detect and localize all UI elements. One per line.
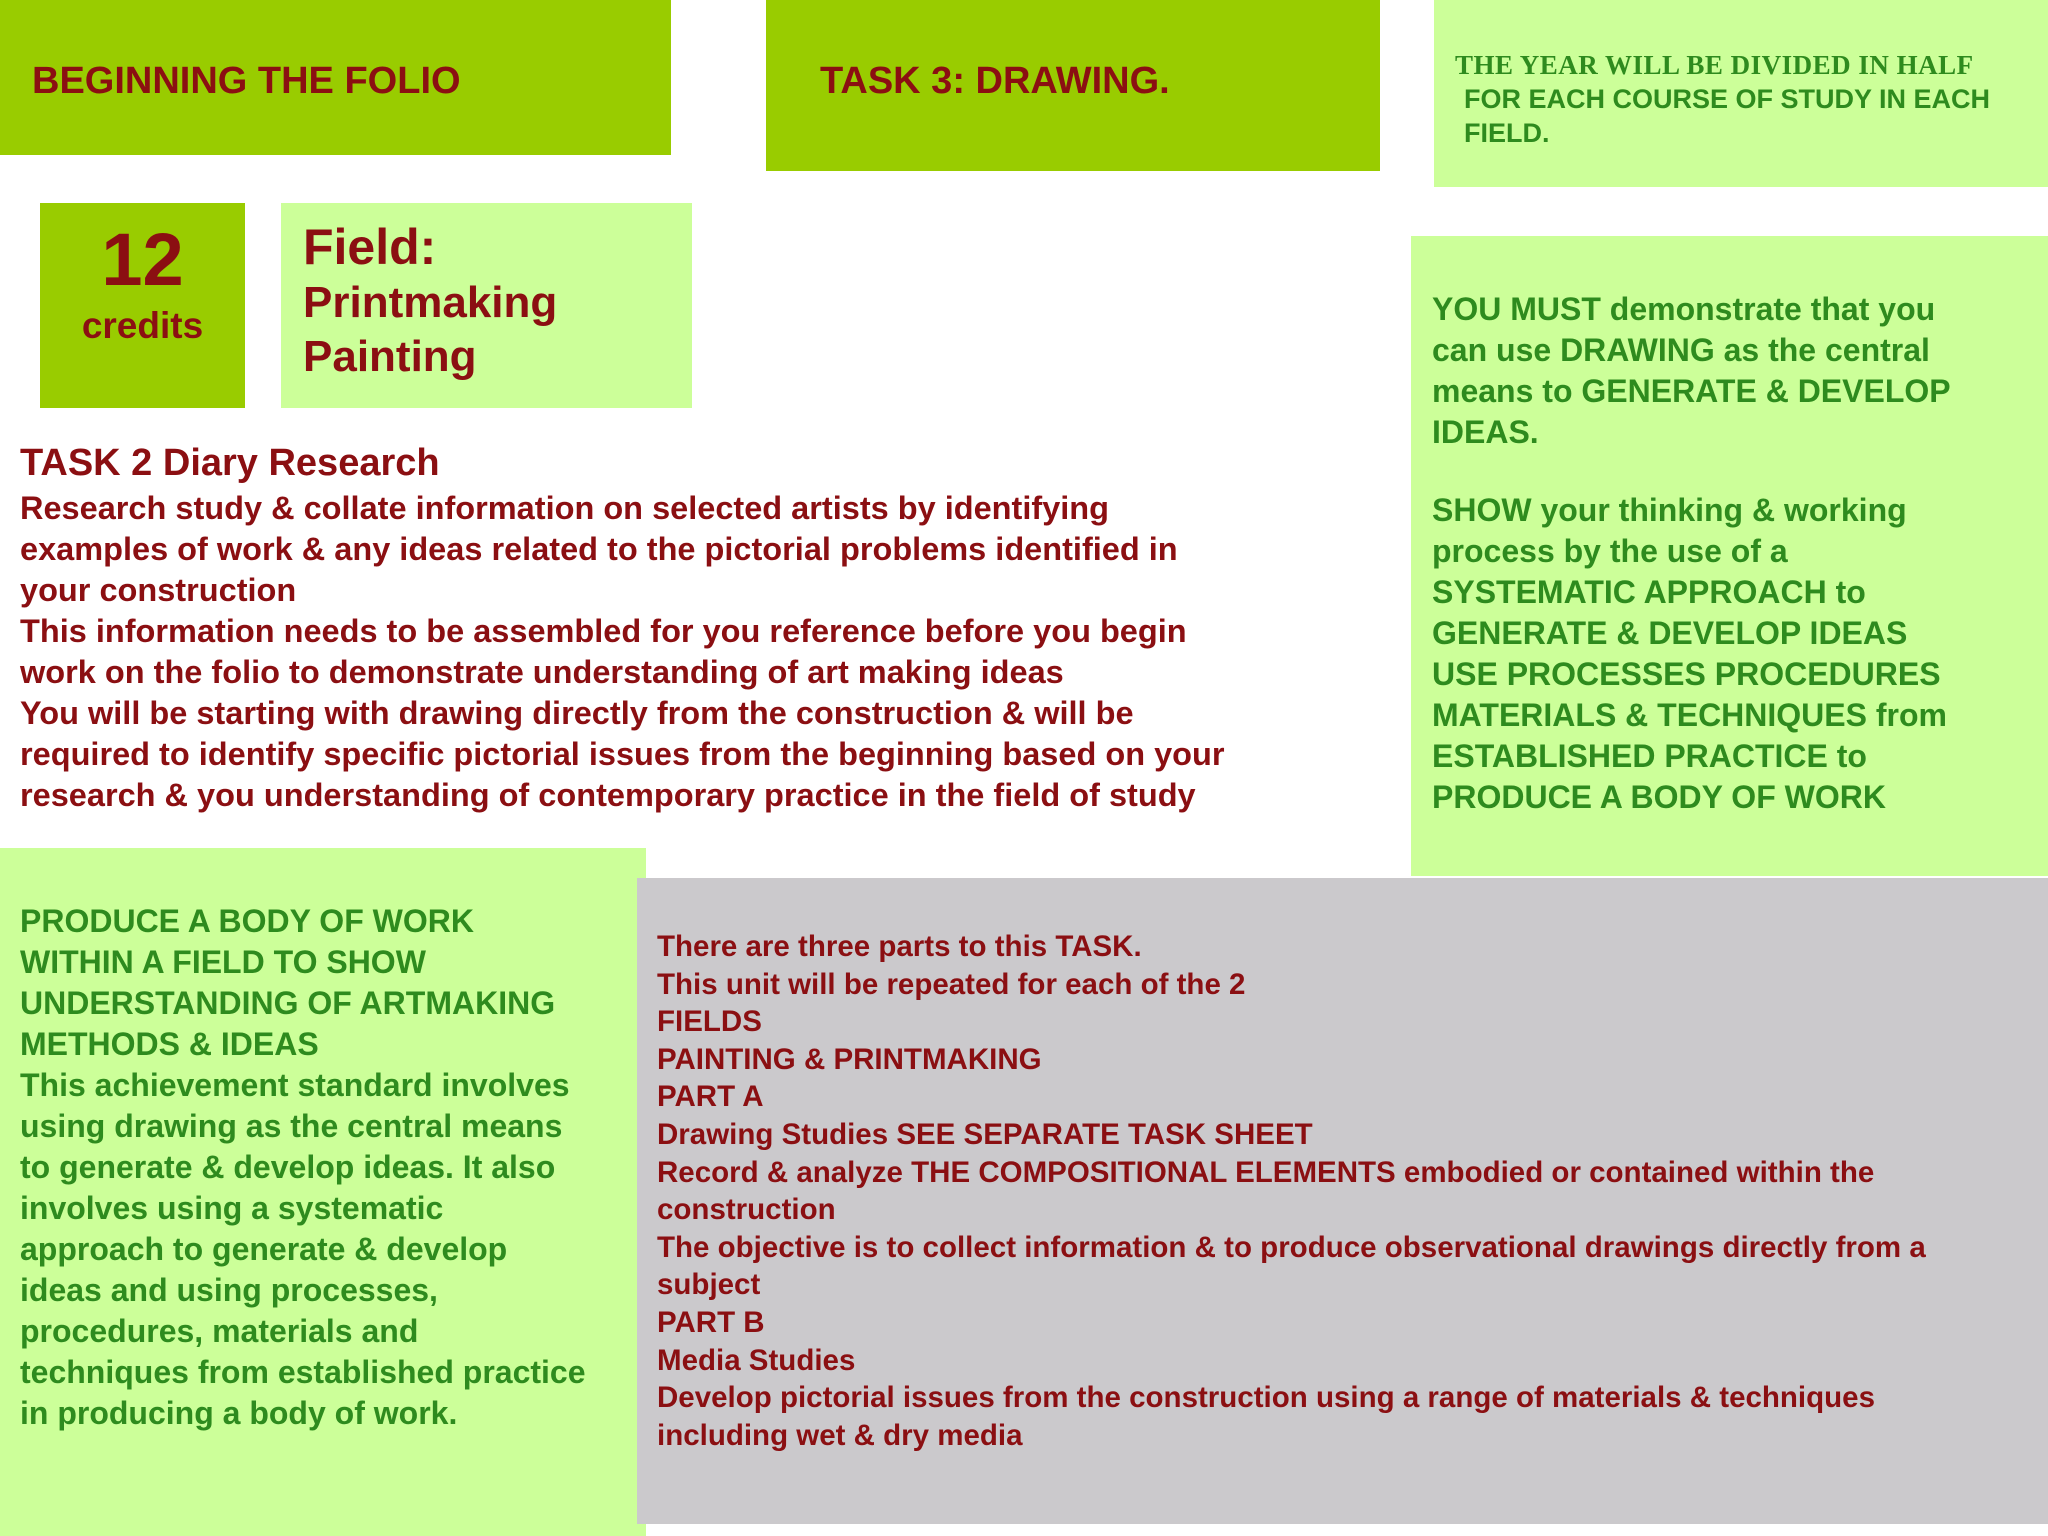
requirements-line: SHOW your thinking & working [1432, 492, 1907, 528]
parts-line: Drawing Studies SEE SEPARATE TASK SHEET [657, 1117, 1313, 1151]
parts-line: Develop pictorial issues from the construction using a range of materials & techniques [657, 1381, 1875, 1415]
parts-line: Media Studies [657, 1343, 856, 1377]
standard-line: ideas and using processes, [20, 1272, 438, 1308]
requirements-line: means to GENERATE & DEVELOP [1432, 373, 1951, 409]
requirements-paragraph-1 [1432, 289, 1951, 453]
achievement-standard-text [20, 901, 586, 1434]
parts-line: PAINTING & PRINTMAKING [657, 1042, 1042, 1076]
parts-line: There are three parts to this TASK. [657, 930, 1142, 963]
parts-line: PART A [657, 1080, 764, 1114]
page-title: BEGINNING THE FOLIO [32, 60, 461, 102]
parts-line: FIELDS [657, 1005, 762, 1039]
parts-line: subject [657, 1268, 761, 1302]
standard-line: approach to generate & develop [20, 1231, 508, 1267]
standard-line: WITHIN A FIELD TO SHOW [20, 944, 426, 980]
requirements-line: USE PROCESSES PROCEDURES [1432, 656, 1941, 692]
requirements-line: SYSTEMATIC APPROACH to [1432, 574, 1866, 610]
parts-line: including wet & dry media [657, 1418, 1023, 1452]
standard-line: in producing a body of work. [20, 1395, 458, 1431]
standard-line: METHODS & IDEAS [20, 1026, 319, 1062]
year-note [1455, 48, 1990, 150]
field-item-printmaking: Printmaking [303, 278, 558, 327]
parts-line: This unit will be repeated for each of the 2 [657, 967, 1246, 1001]
task-title: TASK 3: DRAWING. [820, 60, 1170, 102]
year-note-line: FIELD. [1464, 118, 1550, 148]
diary-line: Research study & collate information on selected artists by identifying [20, 490, 1110, 526]
diary-body [20, 488, 1225, 816]
standard-line: PRODUCE A BODY OF WORK [20, 903, 474, 939]
credits-label: credits [81, 305, 204, 346]
parts-line: PART B [657, 1305, 765, 1339]
standard-line: to generate & develop ideas. It also [20, 1149, 556, 1185]
year-note-line: THE YEAR WILL BE DIVIDED IN HALF [1455, 50, 1974, 80]
diary-line: You will be starting with drawing directly from the construction & will be [20, 695, 1134, 731]
standard-line: UNDERSTANDING OF ARTMAKING [20, 985, 556, 1021]
diary-line: This information needs to be assembled for you reference before you begin [20, 613, 1187, 649]
parts-line: construction [657, 1193, 836, 1227]
diary-heading: TASK 2 Diary Research [20, 442, 440, 484]
year-note-line: FOR EACH COURSE OF STUDY IN EACH [1464, 84, 1991, 114]
field-item-painting: Painting [303, 332, 477, 381]
standard-line: procedures, materials and [20, 1313, 419, 1349]
task-parts-text [657, 928, 1926, 1454]
field-heading: Field: [303, 219, 437, 275]
requirements-line: YOU MUST demonstrate that you [1432, 291, 1936, 327]
requirements-line: PRODUCE A BODY OF WORK [1432, 779, 1886, 815]
standard-line: techniques from established practice [20, 1354, 586, 1390]
parts-line: Record & analyze THE COMPOSITIONAL ELEMENTS embodied or contained within the [657, 1155, 1875, 1189]
parts-line: The objective is to collect information & to produce observational drawings directly from a [657, 1230, 1926, 1264]
field-list [303, 276, 557, 384]
requirements-line: MATERIALS & TECHNIQUES from [1432, 697, 1947, 733]
standard-line: This achievement standard involves [20, 1067, 570, 1103]
credits-number: 12 [101, 218, 184, 301]
requirements-paragraph-2 [1432, 490, 1947, 818]
diary-line: your construction [20, 572, 297, 608]
diary-line: work on the folio to demonstrate understanding of art making ideas [20, 654, 1064, 690]
requirements-line: ESTABLISHED PRACTICE to [1432, 738, 1867, 774]
standard-line: involves using a systematic [20, 1190, 444, 1226]
requirements-line: IDEAS. [1432, 414, 1539, 450]
diary-line: required to identify specific pictorial issues from the beginning based on your [20, 736, 1225, 772]
requirements-line: process by the use of a [1432, 533, 1788, 569]
requirements-line: GENERATE & DEVELOP IDEAS [1432, 615, 1908, 651]
standard-line: using drawing as the central means [20, 1108, 563, 1144]
requirements-line: can use DRAWING as the central [1432, 332, 1930, 368]
diary-line: research & you understanding of contemporary practice in the field of study [20, 777, 1196, 813]
diary-line: examples of work & any ideas related to the pictorial problems identified in [20, 531, 1178, 567]
